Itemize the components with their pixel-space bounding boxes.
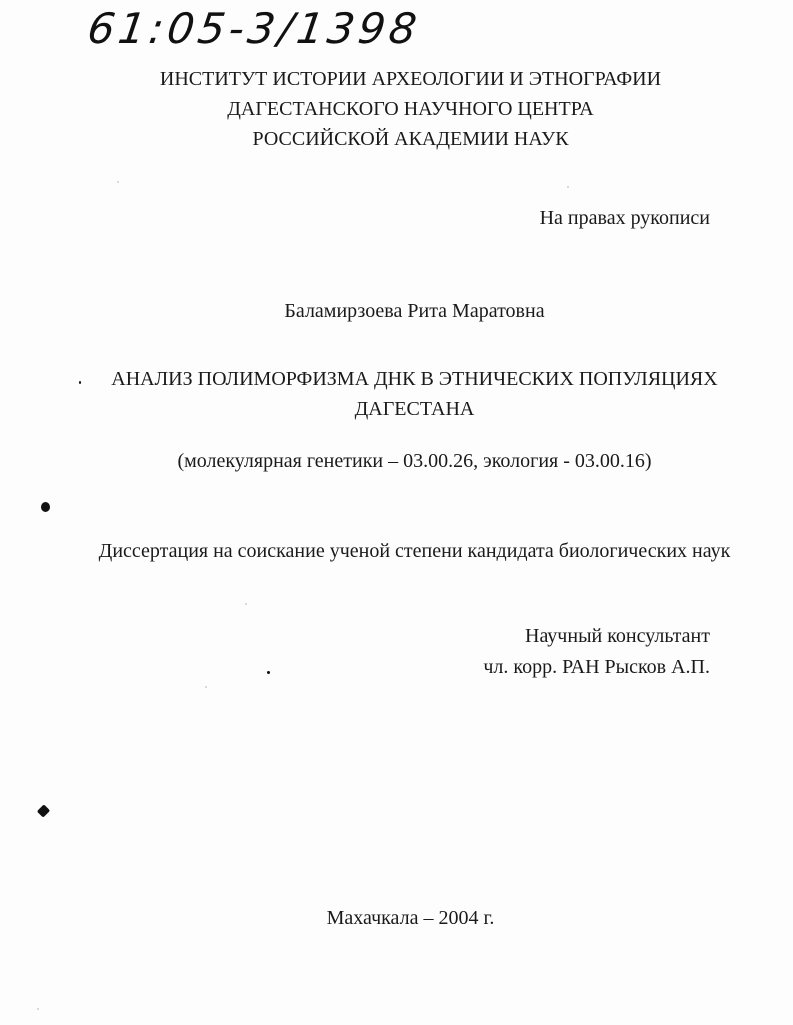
scan-speck xyxy=(37,1008,39,1010)
scan-speck xyxy=(267,671,270,674)
dissertation-title xyxy=(18,364,793,424)
binder-hole-mark xyxy=(41,502,50,512)
archive-stamp-handwritten: 61:05-3/1398 xyxy=(84,4,424,53)
scan-speck xyxy=(79,381,81,384)
city-year: Махачкала – 2004 г. xyxy=(326,907,495,929)
advisor-label: Научный консультант xyxy=(525,625,710,647)
title-line-1: АНАЛИЗ ПОЛИМОРФИЗМА ДНК В ЭТНИЧЕСКИХ ПОПУЛЯЦИЯХ xyxy=(111,368,718,390)
binder-hole-mark xyxy=(37,804,50,817)
institute-line-2: ДАГЕСТАНСКОГО НАУЧНОГО ЦЕНТРА xyxy=(227,98,594,120)
dissertation-degree-statement: Диссертация на соискание ученой степени кандидата биологических наук xyxy=(98,540,731,562)
institute-line-3: РОССИЙСКОЙ АКАДЕМИИ НАУК xyxy=(252,128,569,150)
author-name: Баламирзоева Рита Маратовна xyxy=(284,300,545,322)
scan-speck xyxy=(567,186,569,188)
manuscript-rights-note: На правах рукописи xyxy=(539,207,710,229)
institute-line-1: ИНСТИТУТ ИСТОРИИ АРХЕОЛОГИИ И ЭТНОГРАФИИ xyxy=(159,68,662,90)
advisor-name: чл. корр. РАН Рысков А.П. xyxy=(483,656,710,678)
institute-header xyxy=(14,64,793,154)
scan-speck xyxy=(117,181,119,183)
title-line-2: ДАГЕСТАНА xyxy=(354,398,475,420)
specialty-codes: (молекулярная генетики – 03.00.26, экология - 03.00.16) xyxy=(177,450,652,472)
scan-speck xyxy=(205,686,207,688)
scan-speck xyxy=(245,603,247,605)
